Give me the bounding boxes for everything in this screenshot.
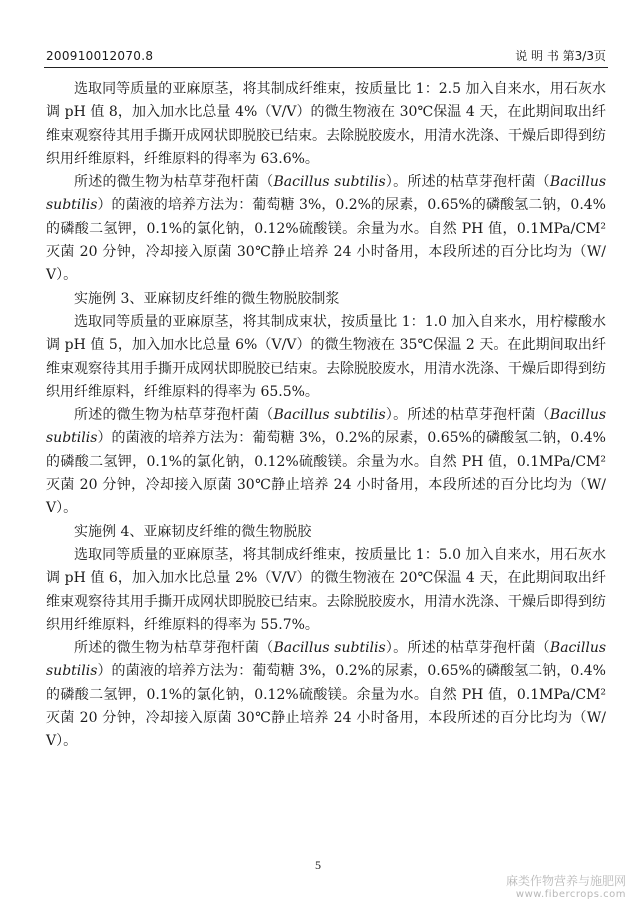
document-type-label: 说 明 书	[515, 49, 559, 63]
heading-example-3: 实施例 3、亚麻韧皮纤维的微生物脱胶制浆	[74, 290, 340, 307]
document-body	[46, 78, 606, 754]
paragraph-example4-procedure: 选取同等质量的亚麻原茎，将其制成纤维束，按质量比 1：5.0 加入自来水，用石灰水调 pH 值 6，加入加水比总量 2%（V/V）的微生物液在 20℃保温 4 天，在此期间取出纤维束观察待其用手撕开成网状即脱胶已结束。去除脱胶废水，用清水洗涤、干燥后即得到纺织用纤维原料，纤维原料的得率为 55.7%。	[46, 546, 606, 633]
watermark-site-name: 麻类作物营养与施肥网	[505, 874, 626, 888]
paragraph-example4-microbe: 所述的微生物为枯草芽孢杆菌（Bacillus subtilis）。所述的枯草芽孢杆菌（Bacillus subtilis）的菌液的培养方法为：葡萄糖 3%，0.2%的尿素，0.65%的磷酸氢二钠，0.4%的磷酸二氢钾，0.1%的氯化钠，0.12%硫酸镁。余量为水。自然 PH 值，0.1MPa/CM²灭菌 20 分钟，冷却接入原菌 30℃静止培养 24 小时备用，本段所述的百分比均为（W/V）。	[46, 640, 607, 750]
page-indicator: 第3/3页	[562, 49, 606, 63]
header-doc-info	[515, 46, 606, 66]
paragraph-example3-procedure: 选取同等质量的亚麻原茎，将其制成束状，按质量比 1：1.0 加入自来水，用柠檬酸水调 pH 值 5，加入加水比总量 6%（V/V）的微生物液在 35℃保温 2 天。在此期间取出纤维束观察待其用手撕开成网状即脱胶已结束。去除脱胶废水，用清水洗涤、干燥后即得到纺织用纤维原料，纤维原料的得率为 65.5%。	[46, 313, 606, 400]
application-number: 200910012070.8	[46, 49, 154, 63]
page-number: 5	[315, 858, 321, 872]
header-rule	[44, 67, 608, 68]
watermark	[506, 875, 626, 901]
paragraph-example3-microbe: 所述的微生物为枯草芽孢杆菌（Bacillus subtilis）。所述的枯草芽孢杆菌（Bacillus subtilis）的菌液的培养方法为：葡萄糖 3%，0.2%的尿素，0.65%的磷酸氢二钠，0.4%的磷酸二氢钾，0.1%的氯化钠，0.12%硫酸镁。余量为水。自然 PH 值，0.1MPa/CM²灭菌 20 分钟，冷却接入原菌 30℃静止培养 24 小时备用，本段所述的百分比均为（W/V）。	[46, 407, 607, 517]
heading-example-4: 实施例 4、亚麻韧皮纤维的微生物脱胶	[74, 523, 312, 540]
paragraph-example2-microbe: 所述的微生物为枯草芽孢杆菌（Bacillus subtilis）。所述的枯草芽孢杆菌（Bacillus subtilis）的菌液的培养方法为：葡萄糖 3%，0.2%的尿素，0.65%的磷酸氢二钠，0.4%的磷酸二氢钾，0.1%的氯化钠，0.12%硫酸镁。余量为水。自然 PH 值，0.1MPa/CM²灭菌 20 分钟，冷却接入原菌 30℃静止培养 24 小时备用，本段所述的百分比均为（W/V）。	[46, 174, 607, 284]
paragraph-example2-procedure: 选取同等质量的亚麻原茎，将其制成纤维束，按质量比 1：2.5 加入自来水，用石灰水调 pH 值 8，加入加水比总量 4%（V/V）的微生物液在 30℃保温 4 天，在此期间取出纤维束观察待其用手撕开成网状即脱胶已结束。去除脱胶废水，用清水洗涤、干燥后即得到纺织用纤维原料，纤维原料的得率为 63.6%。	[46, 81, 606, 167]
watermark-url: www.fibercrops.com	[515, 889, 626, 900]
page-header	[46, 46, 606, 66]
